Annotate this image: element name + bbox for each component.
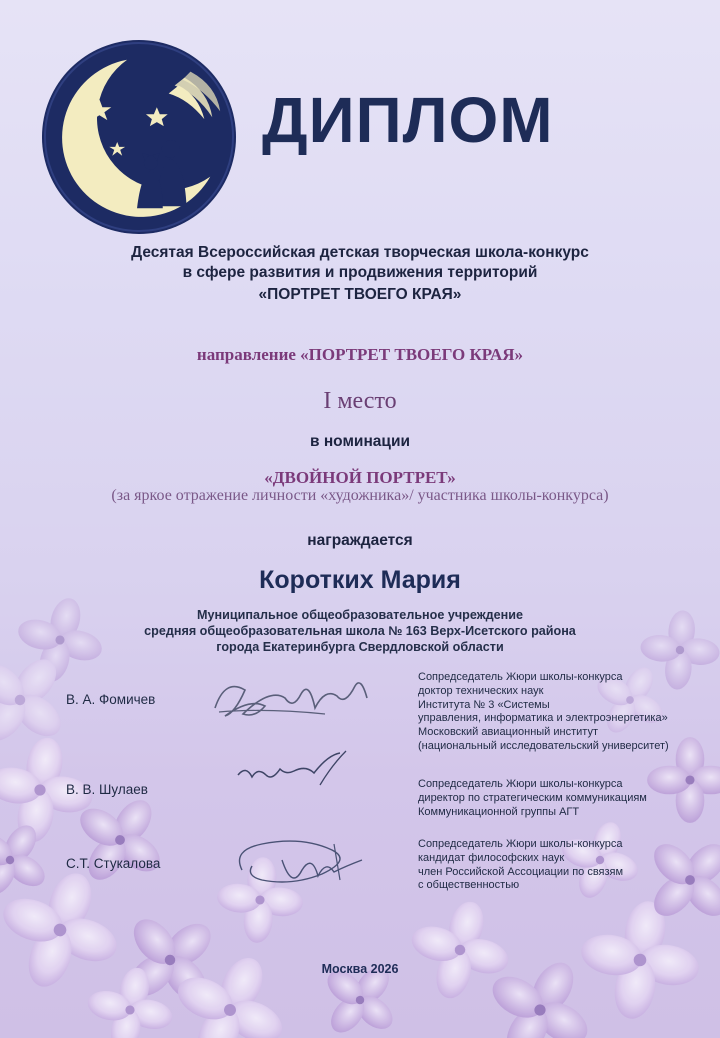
signature-fomichev [205,668,385,728]
nomination-label: в номинации [309,433,411,450]
role-line: кандидат философских наук [418,851,565,864]
role-line: доктор технических наук [418,684,544,697]
role-line: Коммуникационной группы АГТ [418,805,580,818]
diploma-title: ДИПЛОМ [262,84,554,156]
role-line: директор по стратегическим коммуникациям [418,791,647,804]
nomination-description: (за яркое отражение личности «художника»/ участника школы-конкурса) [111,487,609,504]
footer-city-year: Москва 2026 [321,962,399,976]
place-text: I место [323,388,397,414]
role-line: с общественностью [418,879,520,892]
signer-role [418,778,647,819]
role-line: управления, информатика и электроэнергетика» [418,712,668,725]
moon-logo-icon [40,38,238,236]
institution-line: города Екатеринбурга Свердловской области [216,640,504,654]
signature-shulaev [228,745,368,805]
signer-role [418,838,623,893]
role-line: член Российской Ассоциации по связям [418,865,624,878]
signer-name: С.Т. Стукалова [66,856,161,871]
signature-stukalova [222,830,382,900]
role-line: Сопредседатель Жюри школы-конкурса [418,838,623,850]
role-line: Московский авиационный институт [418,726,598,739]
institution-line: Муниципальное общеобразовательное учреждение [197,608,523,622]
role-line: Сопредседатель Жюри школы-конкурса [418,778,623,790]
signer-name: В. В. Шулаев [66,782,148,797]
nomination-name: «ДВОЙНОЙ ПОРТРЕТ» [264,468,456,487]
recipient-name: Коротких Мария [259,566,461,594]
role-line: Института № 3 «Системы [418,698,550,711]
signer-name: В. А. Фомичев [66,692,156,707]
awarded-label: награждается [307,532,413,549]
direction-text: направление «ПОРТРЕТ ТВОЕГО КРАЯ» [196,345,524,364]
signer-role [418,671,669,754]
role-line: Сопредседатель Жюри школы-конкурса [418,671,623,683]
institution-line: средняя общеобразовательная школа № 163 Верх-Исетского района [144,624,576,638]
subtitle-line: в сфере развития и продвижения территорий [182,264,538,281]
subtitle-line: Десятая Всероссийская детская творческая школа-конкурс [131,244,589,261]
role-line: (национальный исследовательский университет) [418,739,669,752]
subtitle-line: «ПОРТРЕТ ТВОЕГО КРАЯ» [258,286,462,303]
